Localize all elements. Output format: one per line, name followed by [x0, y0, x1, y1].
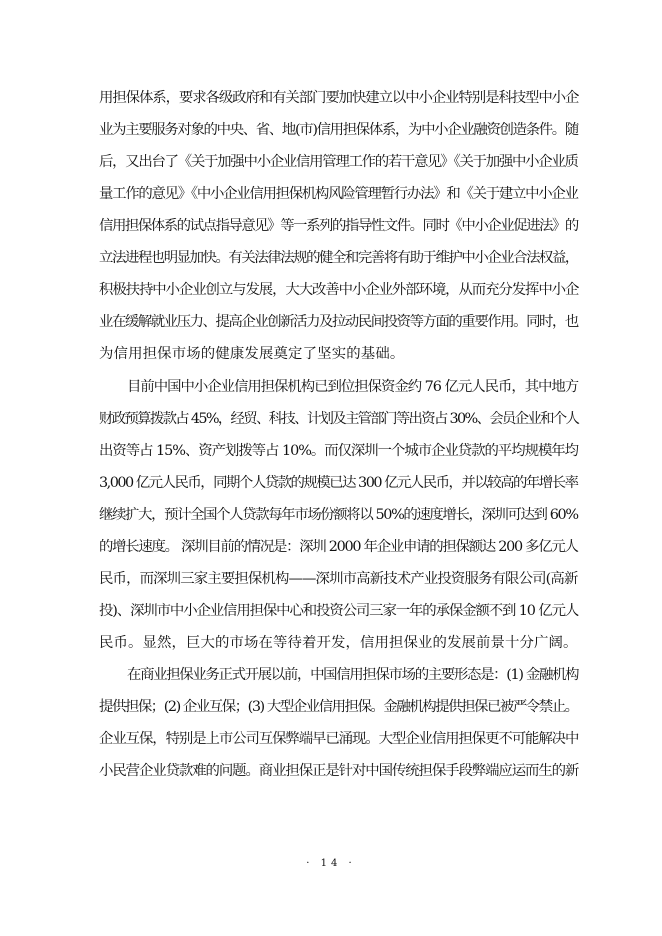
paragraph-line: 的增长速度。 深圳目前的情况是：深圳 2000 年企业申请的担保额达 200 多亿元人	[99, 539, 578, 555]
paragraph-line: 企业互保，特别是上市公司互保弊端早已涌现。大型企业信用担保更不可能解决中	[99, 731, 579, 747]
paragraph-line: 民币，而深圳三家主要担保机构——深圳市高新技术产业投资服务有限公司(高新	[99, 571, 578, 587]
paragraph-line: 业在缓解就业压力、提高企业创新活力及拉动民间投资等方面的重要作用。同时，也	[99, 314, 578, 330]
paragraph-line: 投)、深圳市中小企业信用担保中心和投资公司三家一年的承保金额不到 10 亿元人	[99, 603, 579, 619]
paragraph-line: 为信用担保市场的健康发展奠定了坚实的基础。	[99, 346, 405, 362]
paragraph-line: 目前中国中小企业信用担保机构已到位担保资金约 76 亿元人民币，其中地方	[127, 379, 579, 395]
paragraph-line: 民币。显然，巨大的市场在等待着开发，信用担保业的发展前景十分广阔。	[99, 635, 578, 651]
paragraph-line: 立法进程也明显加快。有关法律法规的健全和完善将有助于维护中小企业合法权益，	[99, 250, 578, 266]
paragraph-line: 财政预算拨款占 45%，经贸、科技、计划及主管部门等出资占 30%、会员企业和个人	[99, 411, 579, 427]
paragraph-line: 业为主要服务对象的中央、省、地(市)信用担保体系，为中小企业融资创造条件。随	[99, 122, 578, 138]
paragraph-line: 3,000 亿元人民币，同期个人贷款的规模已达 300 亿元人民币，并以较高的年增长率	[99, 475, 578, 491]
paragraph-line: 在商业担保业务正式开展以前，中国信用担保市场的主要形态是：(1) 金融机构	[127, 667, 579, 683]
paragraph-line: 后，又出台了《关于加强中小企业信用管理工作的若干意见》《关于加强中小企业质	[99, 154, 578, 170]
paragraph-line: 提供担保；(2) 企业互保；(3) 大型企业信用担保。金融机构提供担保已被严令禁止。	[99, 699, 578, 715]
page-number: · 14 ·	[306, 858, 356, 869]
paragraph-line: 继续扩大，预计全国个人贷款每年市场份额将以 50%的速度增长，深圳可达到 60%	[99, 507, 578, 523]
paragraph-line: 量工作的意见》《中小企业信用担保机构风险管理暂行办法》和《关于建立中小企业	[99, 186, 578, 202]
paragraph-line: 积极扶持中小企业创立与发展，大大改善中小企业外部环境，从而充分发挥中小企	[99, 282, 579, 298]
paragraph-line: 信用担保体系的试点指导意见》等一系列的指导性文件。同时《中小企业促进法》的	[99, 218, 578, 234]
paragraph-line: 小民营企业贷款难的问题。商业担保正是针对中国传统担保手段弊端应运而生的新	[99, 763, 579, 779]
paragraph-line: 出资等占 15%、资产划拨等占 10%。而仅深圳一个城市企业贷款的平均规模年均	[99, 443, 579, 459]
paragraph-line: 用担保体系，要求各级政府和有关部门要加快建立以中小企业特别是科技型中小企	[99, 90, 579, 106]
